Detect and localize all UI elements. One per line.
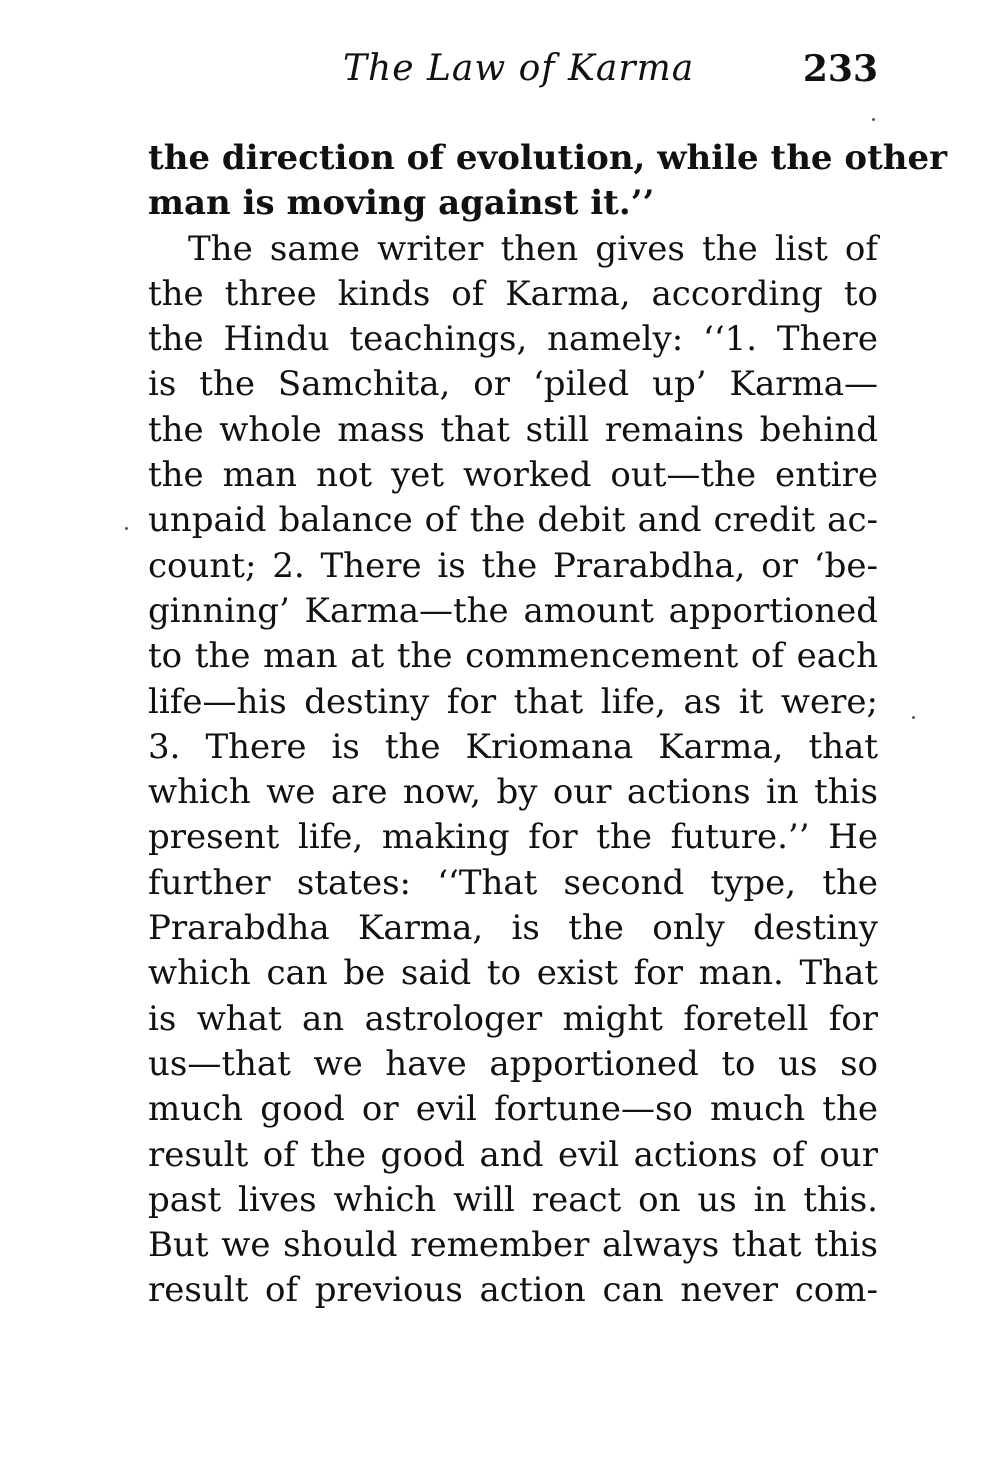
text-line: Prarabdha Karma, is the only destiny xyxy=(148,908,878,949)
text-line: result of the good and evil actions of our xyxy=(148,1134,878,1175)
running-title: The Law of Karma xyxy=(343,48,695,89)
text-line: life—his destiny for that life, as it were; xyxy=(148,681,878,722)
text-line: is what an astrologer might foretell for xyxy=(148,998,878,1039)
page-number: 233 xyxy=(802,48,878,90)
text-line: the three kinds of Karma, according to xyxy=(148,273,878,314)
text-line: much good or evil fortune—so much the xyxy=(148,1089,878,1130)
running-head xyxy=(148,40,878,100)
text-line: the direction of evolution, while the other xyxy=(148,138,948,178)
text-line: present life, making for the future.’’ He xyxy=(148,817,878,858)
text-line: ginning’ Karma—the amount apportioned xyxy=(148,590,878,631)
text-line: is the Samchita, or ‘piled up’ Karma— xyxy=(148,364,878,405)
text-line: us—that we have apportioned to us so xyxy=(148,1043,878,1084)
text-line: the Hindu teachings, namely: ‘‘1. There xyxy=(148,319,878,360)
scan-speck xyxy=(912,716,915,719)
body-text xyxy=(148,136,948,1314)
text-line: past lives which will react on us in this. xyxy=(148,1179,878,1220)
text-line: result of previous action can never com- xyxy=(148,1270,878,1311)
text-line: 3. There is the Kriomana Karma, that xyxy=(148,726,878,767)
text-line: The same writer then gives the list of xyxy=(188,228,878,269)
text-line: the man not yet worked out—the entire xyxy=(148,455,878,496)
text-line: count; 2. There is the Prarabdha, or ‘be- xyxy=(148,545,878,586)
text-line: which can be said to exist for man. That xyxy=(148,953,878,994)
text-line: But we should remember always that this xyxy=(148,1225,878,1266)
text-line: further states: ‘‘That second type, the xyxy=(148,862,878,903)
text-line: which we are now, by our actions in this xyxy=(148,772,878,813)
text-line: to the man at the commencement of each xyxy=(148,636,878,677)
text-line: man is moving against it.’’ xyxy=(148,183,655,224)
scan-speck xyxy=(125,527,128,530)
scan-speck xyxy=(872,118,875,121)
text-line: unpaid balance of the debit and credit ac- xyxy=(148,500,878,541)
text-line: the whole mass that still remains behind xyxy=(148,409,878,450)
